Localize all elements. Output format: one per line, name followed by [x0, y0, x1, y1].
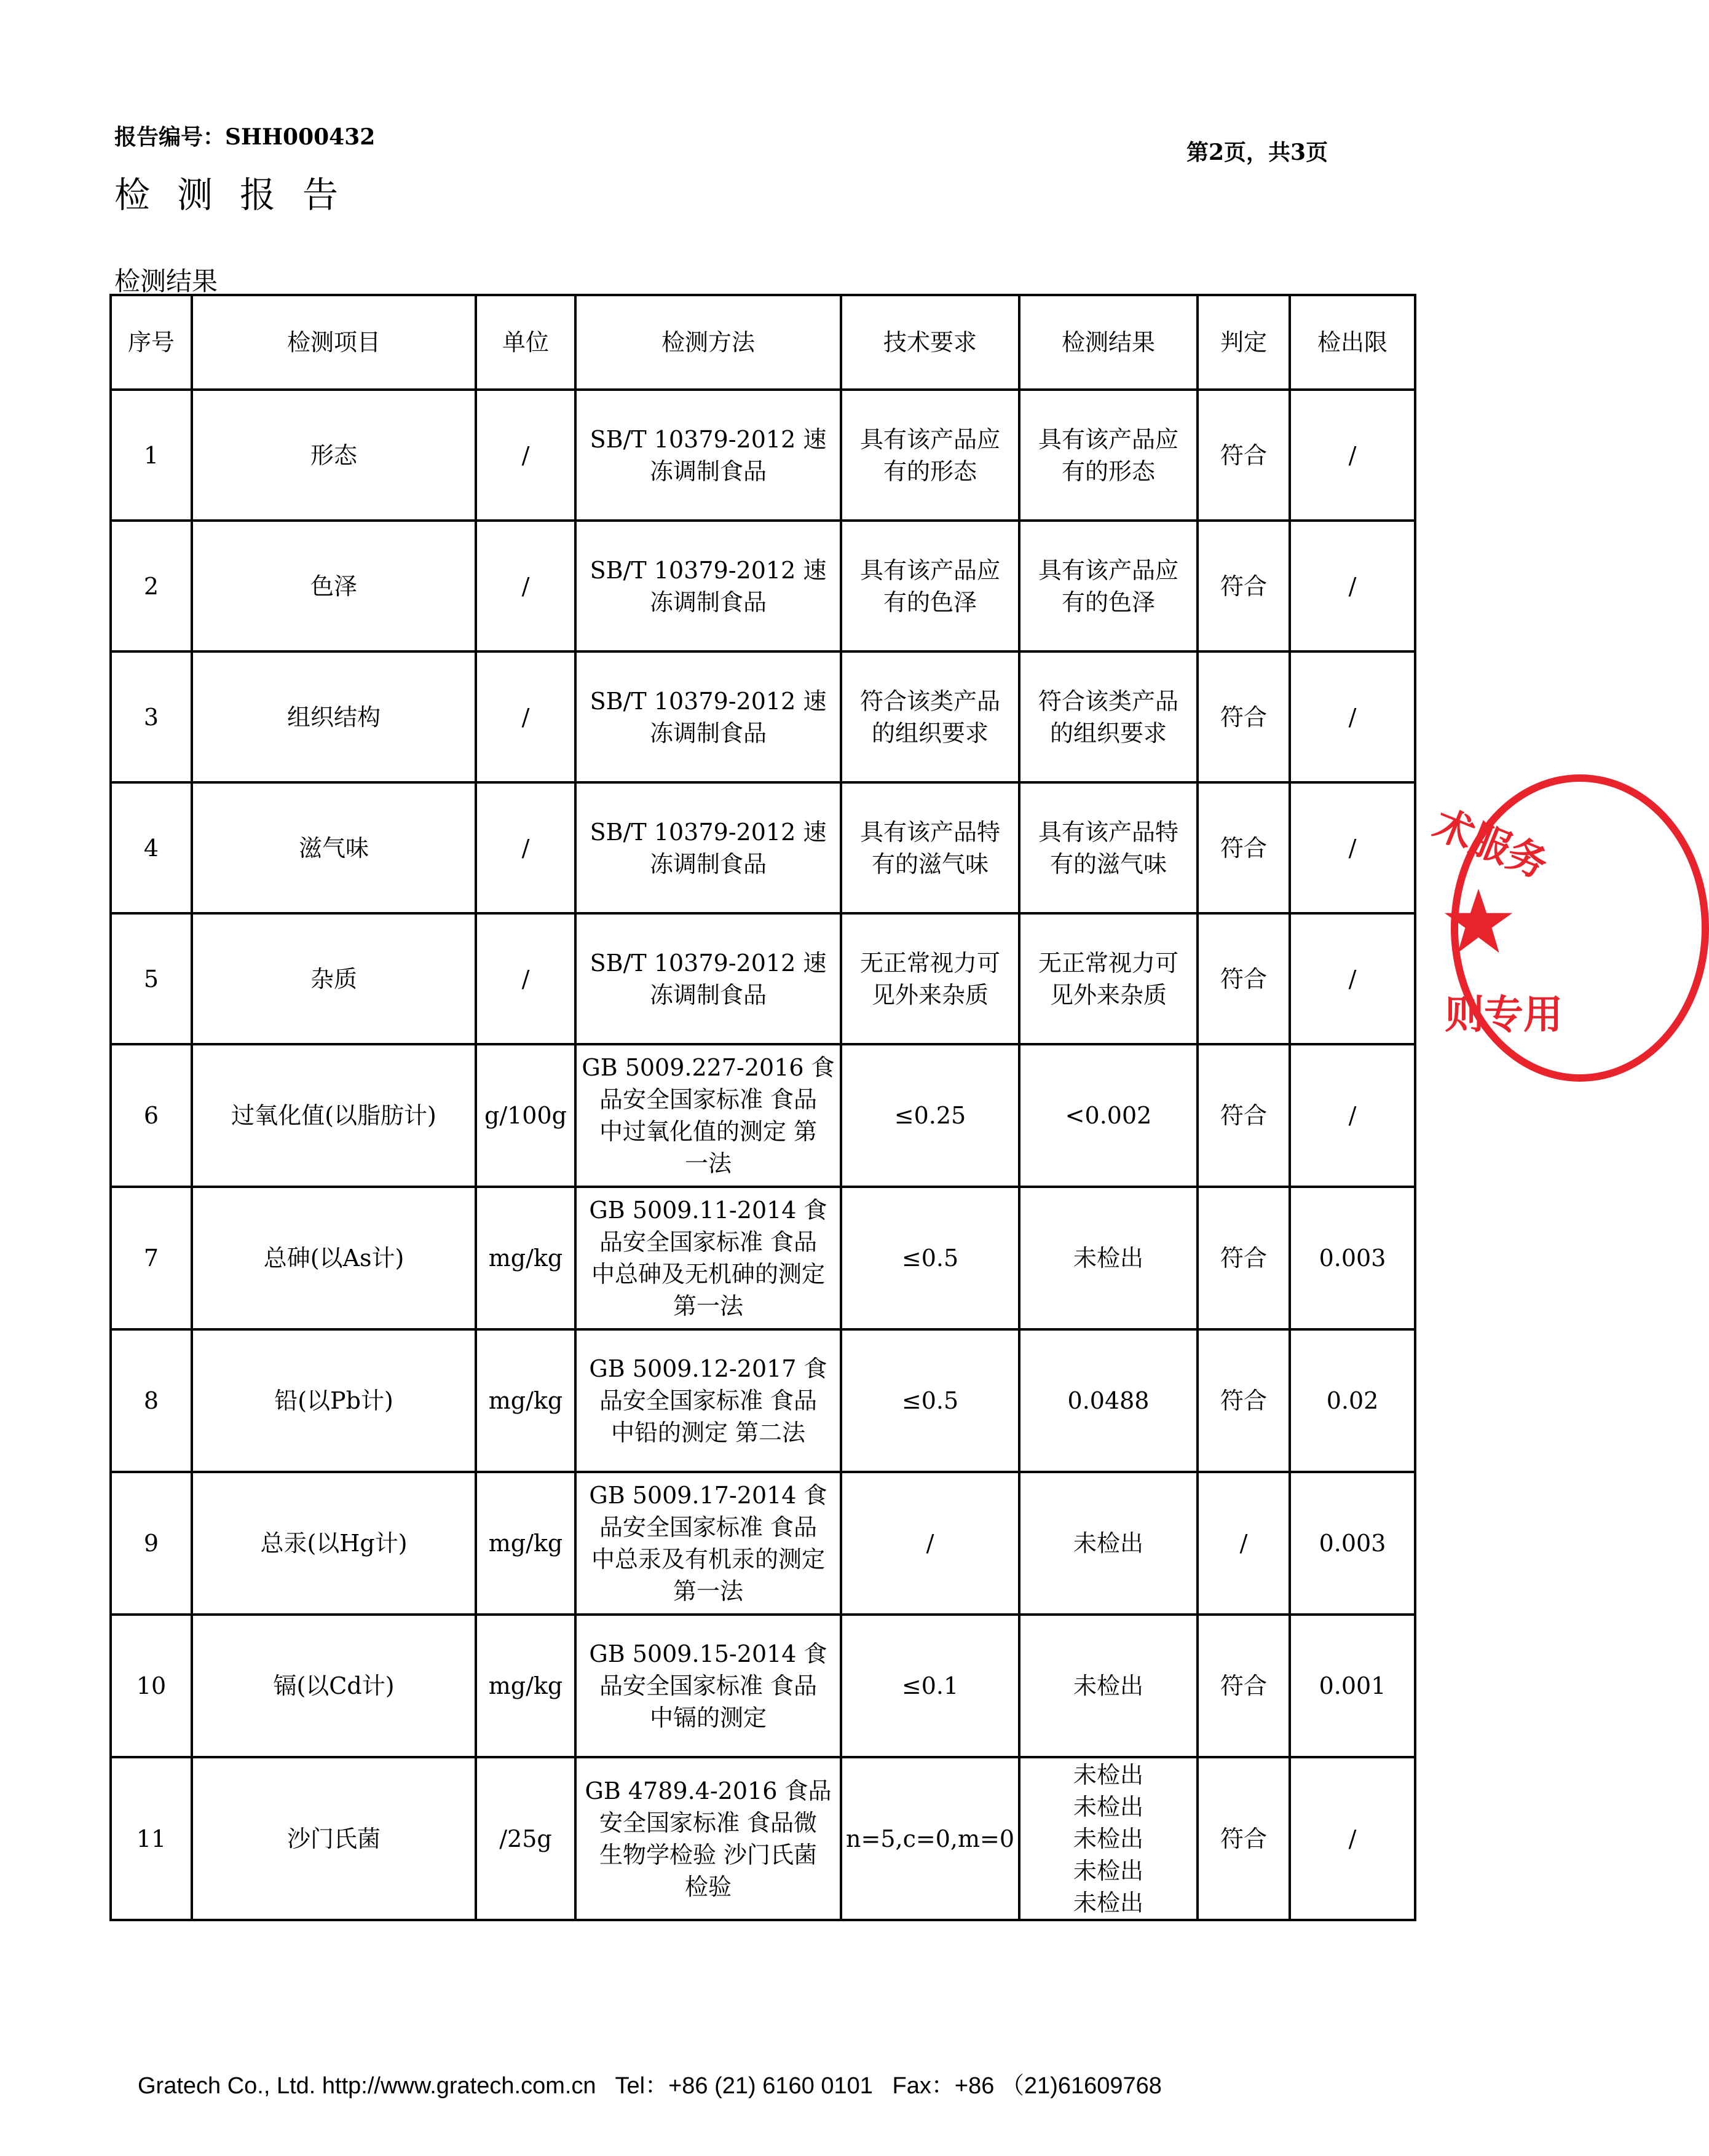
cell-requirement-line: 有的滋气味 [871, 850, 989, 878]
cell-no: 11 [111, 1757, 192, 1920]
cell-unit: mg/kg [476, 1472, 575, 1615]
seal-star-icon [1442, 885, 1515, 959]
table-row [111, 1329, 1415, 1472]
cell-result-line: 具有该产品应 [1038, 556, 1178, 584]
cell-unit: / [476, 651, 575, 782]
cell-limit: / [1290, 1757, 1415, 1920]
col-header-no: 序号 [111, 295, 192, 390]
cell-method-line: 中总汞及有机汞的测定 [591, 1546, 825, 1573]
cell-verdict: 符合 [1198, 1187, 1290, 1329]
footer-contact: Gratech Co., Ltd. http://www.gratech.com.cn Tel：+86 (21) 6160 0101 Fax：+86 （21)61609768 [138, 2073, 1162, 2099]
cell-method-line: SB/T 10379-2012 速 [590, 818, 827, 846]
cell-item: 沙门氏菌 [192, 1757, 476, 1920]
cell-requirement [841, 1187, 1019, 1329]
cell-result-line: 具有该产品特 [1038, 818, 1178, 846]
table-row [111, 782, 1415, 913]
cell-method [575, 1757, 841, 1920]
cell-item: 总砷(以As计) [192, 1187, 476, 1329]
cell-requirement-line: ≤0.5 [901, 1245, 959, 1272]
col-header-requirement: 技术要求 [841, 295, 1019, 390]
cell-method-line: 中镉的测定 [649, 1704, 767, 1731]
cell-method-line: 品安全国家标准 食品 [599, 1387, 818, 1414]
cell-result [1019, 521, 1198, 651]
cell-method [575, 651, 841, 782]
cell-requirement-line: 见外来杂质 [871, 981, 989, 1009]
cell-result-line: 有的形态 [1061, 457, 1155, 485]
cell-requirement-line: 有的形态 [883, 457, 977, 485]
cell-method-line: SB/T 10379-2012 速 [590, 556, 827, 584]
cell-method-line: 中过氧化值的测定 第 [599, 1118, 818, 1145]
cell-method [575, 1187, 841, 1329]
cell-item: 滋气味 [192, 782, 476, 913]
cell-requirement-line: 有的色泽 [883, 588, 977, 616]
cell-unit: / [476, 390, 575, 521]
cell-method-line: 品安全国家标准 食品 [599, 1514, 818, 1541]
cell-no: 4 [111, 782, 192, 913]
cell-result-line: 具有该产品应 [1038, 425, 1178, 453]
table-row [111, 1472, 1415, 1615]
cell-method [575, 1472, 841, 1615]
cell-method-line: 品安全国家标准 食品 [599, 1086, 818, 1113]
cell-item: 总汞(以Hg计) [192, 1472, 476, 1615]
col-header-limit: 检出限 [1290, 295, 1415, 390]
table-row [111, 1615, 1415, 1757]
cell-item: 组织结构 [192, 651, 476, 782]
cell-requirement [841, 913, 1019, 1044]
cell-requirement [841, 1329, 1019, 1472]
table-row [111, 651, 1415, 782]
results-table [109, 294, 1416, 1921]
cell-result-line: 无正常视力可 [1038, 949, 1178, 977]
cell-result-line: 未检出 [1073, 1825, 1143, 1852]
cell-method-line: GB 5009.227-2016 食 [582, 1054, 835, 1081]
cell-result-line: 0.0488 [1067, 1387, 1150, 1414]
report-number: 报告编号：SHH000432 [114, 124, 376, 150]
cell-item: 铅(以Pb计) [192, 1329, 476, 1472]
cell-limit: 0.003 [1290, 1187, 1415, 1329]
section-title: 检测结果 [114, 266, 218, 296]
cell-method [575, 913, 841, 1044]
cell-result-line: 有的滋气味 [1049, 850, 1167, 878]
cell-verdict: 符合 [1198, 521, 1290, 651]
table-row [111, 390, 1415, 521]
cell-method-line: GB 5009.12-2017 食 [589, 1355, 827, 1382]
cell-unit: /25g [476, 1757, 575, 1920]
table-row [111, 521, 1415, 651]
cell-result-line: 未检出 [1073, 1857, 1143, 1884]
cell-result [1019, 1472, 1198, 1615]
cell-method-line: 检验 [684, 1873, 732, 1900]
cell-requirement [841, 1757, 1019, 1920]
cell-requirement-line: ≤0.5 [901, 1387, 959, 1414]
cell-result-line: 未检出 [1073, 1245, 1143, 1272]
cell-requirement [841, 782, 1019, 913]
cell-requirement-line: / [926, 1530, 934, 1557]
cell-result [1019, 1329, 1198, 1472]
cell-method-line: 冻调制食品 [649, 457, 767, 485]
cell-method-line: 第一法 [673, 1578, 743, 1605]
document-title: 检测报告 [114, 174, 366, 216]
cell-verdict: 符合 [1198, 1757, 1290, 1920]
cell-method-line: 品安全国家标准 食品 [599, 1672, 818, 1699]
cell-requirement-line: 的组织要求 [871, 719, 989, 747]
cell-no: 5 [111, 913, 192, 1044]
cell-result [1019, 1044, 1198, 1187]
col-header-item: 检测项目 [192, 295, 476, 390]
cell-no: 6 [111, 1044, 192, 1187]
cell-unit: / [476, 782, 575, 913]
page-info: 第2页，共3页 [1186, 140, 1328, 165]
cell-method-line: 生物学检验 沙门氏菌 [599, 1841, 818, 1868]
cell-result [1019, 1615, 1198, 1757]
cell-requirement [841, 390, 1019, 521]
cell-method-line: 第一法 [673, 1292, 743, 1320]
cell-unit: mg/kg [476, 1615, 575, 1757]
cell-no: 9 [111, 1472, 192, 1615]
table-row [111, 1757, 1415, 1920]
cell-unit: g/100g [476, 1044, 575, 1187]
seal-text-top: 术服务 [1427, 800, 1554, 888]
cell-requirement [841, 521, 1019, 651]
cell-result-line: 未检出 [1073, 1672, 1143, 1699]
results-body [111, 390, 1415, 1920]
table-row [111, 913, 1415, 1044]
cell-requirement-line: 具有该产品应 [859, 425, 1000, 453]
cell-method-line: GB 4789.4-2016 食品 [585, 1777, 832, 1804]
cell-item: 色泽 [192, 521, 476, 651]
cell-limit: / [1290, 782, 1415, 913]
cell-no: 1 [111, 390, 192, 521]
cell-verdict: 符合 [1198, 782, 1290, 913]
cell-verdict: 符合 [1198, 390, 1290, 521]
cell-limit: / [1290, 521, 1415, 651]
cell-method-line: GB 5009.15-2014 食 [589, 1640, 827, 1667]
cell-item: 过氧化值(以脂肪计) [192, 1044, 476, 1187]
cell-no: 7 [111, 1187, 192, 1329]
table-row [111, 1187, 1415, 1329]
cell-result-line: 未检出 [1073, 1889, 1143, 1916]
cell-method-line: GB 5009.11-2014 食 [589, 1197, 827, 1224]
cell-method-line: 冻调制食品 [649, 850, 767, 878]
cell-no: 2 [111, 521, 192, 651]
cell-result-line: 的组织要求 [1049, 719, 1167, 747]
cell-item: 镉(以Cd计) [192, 1615, 476, 1757]
cell-requirement-line: 符合该类产品 [859, 687, 1000, 715]
col-header-method: 检测方法 [575, 295, 841, 390]
cell-result-line: 有的色泽 [1061, 588, 1155, 616]
cell-limit: / [1290, 651, 1415, 782]
cell-requirement-line: n=5,c=0,m=0 [846, 1825, 1014, 1852]
cell-method-line: 品安全国家标准 食品 [599, 1229, 818, 1256]
cell-result-line: 符合该类产品 [1038, 687, 1178, 715]
cell-item: 形态 [192, 390, 476, 521]
cell-requirement [841, 651, 1019, 782]
cell-method-line: 中总砷及无机砷的测定 [591, 1261, 825, 1288]
cell-method [575, 1044, 841, 1187]
cell-method-line: SB/T 10379-2012 速 [590, 949, 827, 977]
cell-result-line: <0.002 [1065, 1102, 1152, 1129]
cell-limit: / [1290, 913, 1415, 1044]
cell-result-line: 见外来杂质 [1049, 981, 1167, 1009]
table-header-row [111, 295, 1415, 390]
cell-method-line: 冻调制食品 [649, 719, 767, 747]
cell-method-line: GB 5009.17-2014 食 [589, 1482, 827, 1509]
cell-method [575, 390, 841, 521]
cell-result [1019, 1757, 1198, 1920]
cell-verdict: 符合 [1198, 651, 1290, 782]
cell-verdict: 符合 [1198, 1044, 1290, 1187]
cell-result [1019, 782, 1198, 913]
cell-limit: 0.003 [1290, 1472, 1415, 1615]
cell-method-line: 中铅的测定 第二法 [610, 1419, 806, 1446]
cell-verdict: 符合 [1198, 1329, 1290, 1472]
cell-requirement-line: 具有该产品应 [859, 556, 1000, 584]
cell-result [1019, 1187, 1198, 1329]
seal-text-bottom: 则专用 [1445, 992, 1563, 1038]
cell-method-line: 一法 [684, 1150, 732, 1177]
cell-limit: / [1290, 390, 1415, 521]
cell-result [1019, 651, 1198, 782]
cell-method-line: SB/T 10379-2012 速 [590, 687, 827, 715]
cell-result-line: 未检出 [1073, 1761, 1143, 1788]
cell-requirement-line: 具有该产品特 [859, 818, 1000, 846]
cell-limit: / [1290, 1044, 1415, 1187]
cell-limit: 0.001 [1290, 1615, 1415, 1757]
cell-unit: / [476, 521, 575, 651]
cell-result [1019, 390, 1198, 521]
cell-method [575, 1615, 841, 1757]
cell-no: 10 [111, 1615, 192, 1757]
cell-requirement [841, 1044, 1019, 1187]
cell-verdict: 符合 [1198, 913, 1290, 1044]
cell-unit: / [476, 913, 575, 1044]
cell-method [575, 521, 841, 651]
cell-requirement [841, 1615, 1019, 1757]
cell-method [575, 1329, 841, 1472]
col-header-unit: 单位 [476, 295, 575, 390]
cell-requirement-line: 无正常视力可 [859, 949, 1000, 977]
cell-no: 3 [111, 651, 192, 782]
cell-unit: mg/kg [476, 1329, 575, 1472]
cell-limit: 0.02 [1290, 1329, 1415, 1472]
cell-requirement-line: ≤0.1 [901, 1672, 959, 1699]
cell-verdict: / [1198, 1472, 1290, 1615]
cell-requirement [841, 1472, 1019, 1615]
cell-unit: mg/kg [476, 1187, 575, 1329]
cell-item: 杂质 [192, 913, 476, 1044]
cell-verdict: 符合 [1198, 1615, 1290, 1757]
cell-requirement-line: ≤0.25 [894, 1102, 966, 1129]
col-header-verdict: 判定 [1198, 295, 1290, 390]
table-row [111, 1044, 1415, 1187]
cell-method-line: SB/T 10379-2012 速 [590, 425, 827, 453]
cell-method-line: 冻调制食品 [649, 981, 767, 1009]
col-header-result: 检测结果 [1019, 295, 1198, 390]
cell-no: 8 [111, 1329, 192, 1472]
cell-method-line: 安全国家标准 食品微 [599, 1809, 818, 1836]
cell-method-line: 冻调制食品 [649, 588, 767, 616]
cell-result-line: 未检出 [1073, 1793, 1143, 1820]
cell-method [575, 782, 841, 913]
cell-result [1019, 913, 1198, 1044]
cell-result-line: 未检出 [1073, 1530, 1143, 1557]
